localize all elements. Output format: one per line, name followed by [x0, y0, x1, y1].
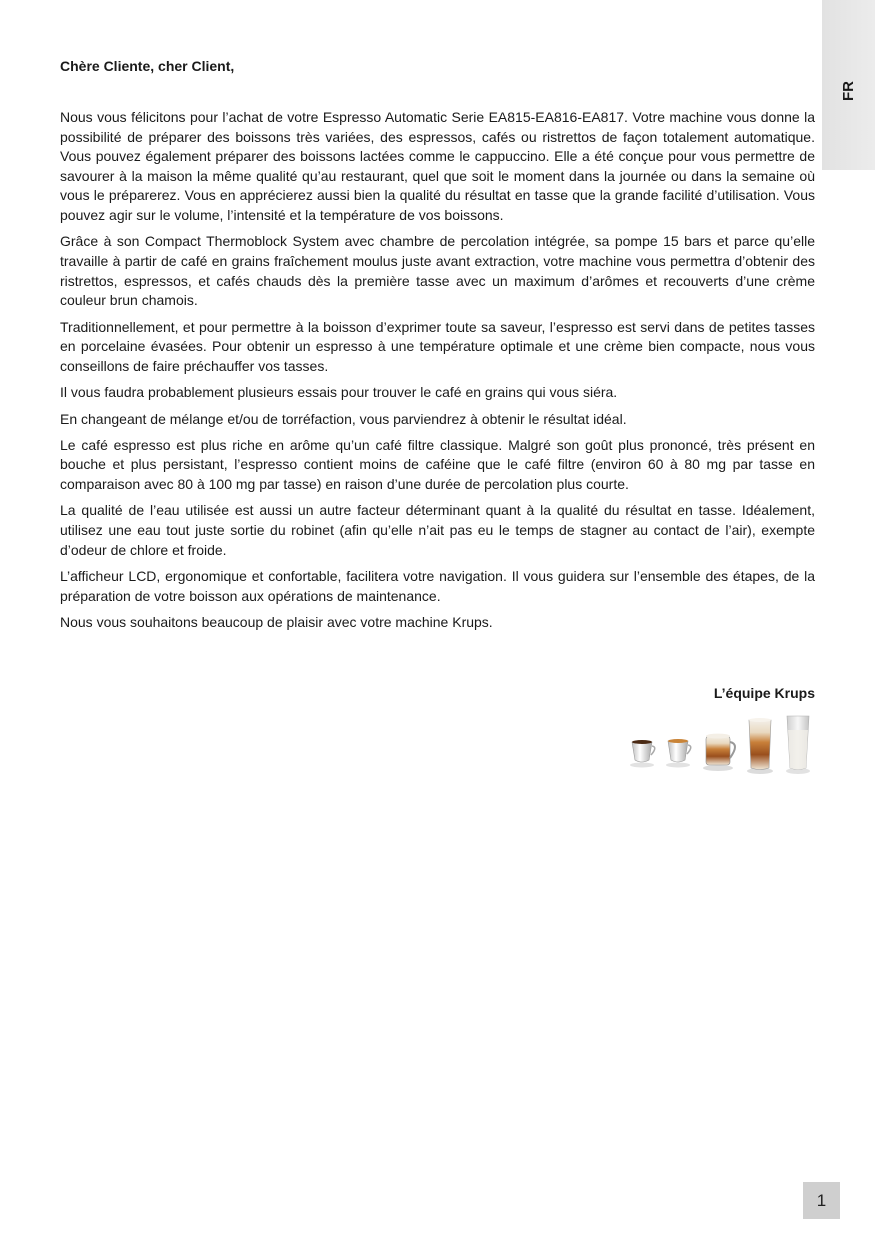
paragraph: Le café espresso est plus riche en arôme qu’un café filtre classique. Malgré son goût plus prononcé, très présent en bouche et plus persistant, l’espresso contient moins de caféine que le café filtre (environ 60 à 80 mg par tasse en comparaison avec 80 à 100 mg par tasse) en raison d’une durée de percolation plus courte.: [60, 436, 815, 493]
paragraph: La qualité de l’eau utilisée est aussi un autre facteur déterminant quant à la qualité du résultat en tasse. Idéalement, utilisez une eau tout juste sortie du robinet (afin qu’elle n’ait pas eu le temps de stagner au contact de l’air), exempte d’odeur de chlore et froide.: [60, 502, 815, 558]
paragraph: Nous vous félicitons pour l’achat de votre Espresso Automatic Serie EA815-EA816-EA817. Votre machine vous donne la possibilité de préparer des boissons très variées, des espressos, cafés ou ristrettos de façon totalement automatique. Vous pouvez également préparer des boissons lactées comme le cappuccino. Elle a été conçue pour vous permettre de savourer à la maison la même qualité qu’au restaurant, quel que soit le moment dans la journée ou dans la semaine où vous le préparerez. Vous en apprécierez aussi bien la qualité du résultat en tasse que la grande facilité d’utilisation. Vous pouvez agir sur le volume, l’intensité et la température de vos boissons.: [60, 109, 815, 223]
paragraph: Grâce à son Compact Thermoblock System avec chambre de percolation intégrée, sa pompe 15 bars et parce qu’elle travaille à partir de café en grains fraîchement moulus juste avant extraction, votre machine vous permettra d’obtenir des ristrettos, espressos, et cafés chauds dès la première tasse avec un maximum d’arômes et recouverts d’une crème couleur brun chamois.: [60, 233, 815, 309]
signature: L’équipe Krups: [713, 685, 815, 701]
language-tab: [822, 0, 875, 170]
language-label: FR: [840, 81, 857, 101]
milk-glass-icon: [786, 716, 810, 774]
paragraph: Nous vous souhaitons beaucoup de plaisir avec votre machine Krups.: [60, 614, 493, 631]
espresso-cup-icon: [630, 740, 655, 768]
coffee-cups-illustration: [628, 712, 818, 776]
paragraph: En changeant de mélange et/ou de torréfaction, vous parviendrez à obtenir le résultat idéal.: [60, 410, 627, 427]
ristretto-cup-icon: [666, 739, 691, 768]
paragraph: Il vous faudra probablement plusieurs essais pour trouver le café en grains qui vous siéra.: [60, 384, 618, 401]
latte-glass-icon: [747, 718, 773, 774]
page-number: 1: [803, 1182, 840, 1219]
paragraph: L’afficheur LCD, ergonomique et confortable, facilitera votre navigation. Il vous guidera sur l’ensemble des étapes, de la préparation de votre boisson aux opérations de maintenance.: [60, 568, 815, 604]
greeting: Chère Cliente, cher Client,: [60, 58, 235, 74]
cappuccino-mug-icon: [703, 734, 735, 771]
paragraph: Traditionnellement, et pour permettre à la boisson d’exprimer toute sa saveur, l’espresso est servi dans de petites tasses en porcelaine évasées. Pour obtenir un espresso à une température optimale et une crème bien compacte, nous vous conseillons de faire préchauffer vos tasses.: [60, 318, 815, 374]
body-text: [60, 108, 815, 639]
